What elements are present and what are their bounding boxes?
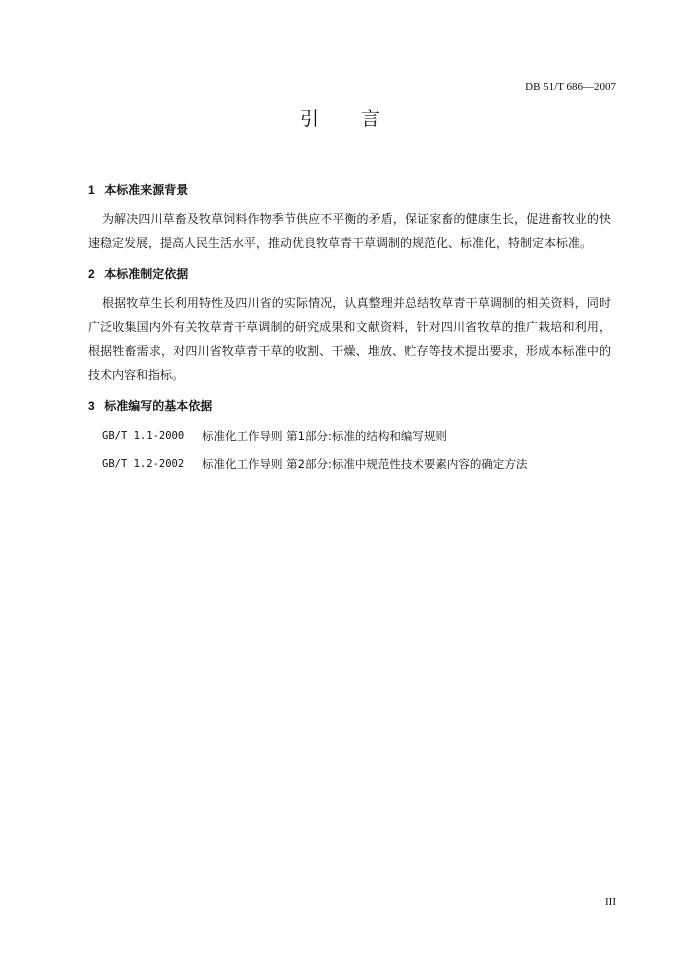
- section-title: 本标准来源背景: [104, 183, 189, 197]
- section-heading-drafting-basis: [88, 396, 611, 416]
- section-heading-background: [88, 180, 611, 200]
- section-number: 1: [88, 183, 95, 197]
- section-number: 2: [88, 267, 95, 281]
- section-title: 标准编写的基本依据: [104, 399, 213, 413]
- section-paragraph-basis: 根据牧草生长利用特性及四川省的实际情况，认真整理并总结牧草青干草调制的相关资料，同时广泛收集国内外有关牧草青干草调制的研究成果和文献资料，针对四川省牧草的推广栽培和利用，根据牲畜需求，对四川省牧草青干草的收割、干燥、堆放、贮存等技术提出要求，形成本标准中的技术内容和指标。: [88, 296, 611, 382]
- page-number: III: [605, 896, 616, 908]
- reference-item: [88, 422, 611, 450]
- section-paragraph-background: 为解决四川草畜及牧草饲料作物季节供应不平衡的矛盾，保证家畜的健康生长，促进畜牧业的快速稳定发展，提高人民生活水平，推动优良牧草青干草调制的规范化、标准化，特制定本标准。: [88, 212, 611, 250]
- reference-code: GB/T 1.1-2000: [102, 430, 185, 442]
- reference-title: 标准化工作导则 第2部分:标准中规范性技术要素内容的确定方法: [202, 457, 528, 471]
- reference-list: [88, 422, 611, 478]
- section-title: 本标准制定依据: [104, 267, 189, 281]
- section-heading-basis: [88, 264, 611, 284]
- section-number: 3: [88, 399, 95, 413]
- document-body: [88, 176, 611, 478]
- reference-code: GB/T 1.2-2002: [102, 458, 185, 470]
- reference-item: [88, 450, 611, 478]
- page-title: 引 言: [299, 108, 399, 130]
- reference-title: 标准化工作导则 第1部分:标准的结构和编写规则: [202, 429, 447, 443]
- standard-code: DB 51/T 686—2007: [525, 81, 616, 93]
